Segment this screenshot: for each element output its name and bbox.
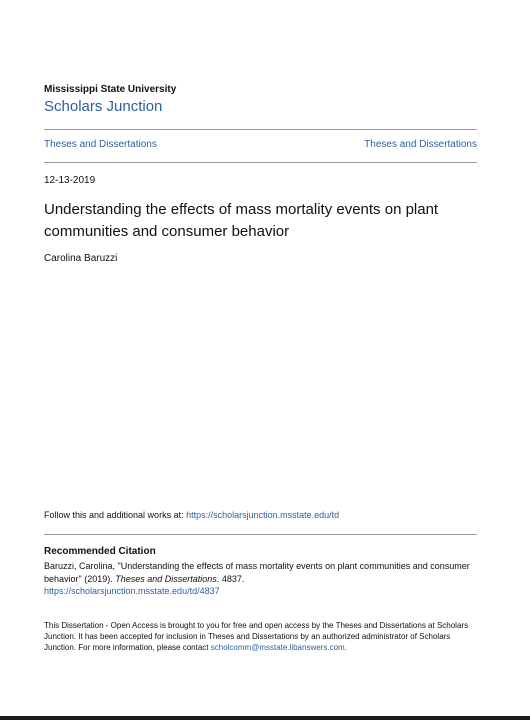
collection-link-left[interactable]: Theses and Dissertations <box>44 139 157 150</box>
follow-link[interactable]: https://scholarsjunction.msstate.edu/td <box>186 510 340 520</box>
citation-text: Baruzzi, Carolina, "Understanding the effects of mass mortality events on plant communities and consumer behavior" (2019). <box>44 561 470 584</box>
citation-number: . 4837. <box>216 573 245 584</box>
bottom-border <box>0 716 530 720</box>
contact-email-link[interactable]: scholcomm@msstate.libanswers.com <box>210 643 345 652</box>
university-name: Mississippi State University <box>44 84 177 95</box>
author-name: Carolina Baruzzi <box>44 253 118 264</box>
document-title: Understanding the effects of mass mortality events on plant communities and consumer behavior <box>44 201 439 240</box>
publication-date: 12-13-2019 <box>44 175 96 186</box>
follow-prefix: Follow this and additional works at: <box>44 510 187 520</box>
collection-link-right[interactable]: Theses and Dissertations <box>364 139 477 150</box>
repository-link[interactable]: Scholars Junction <box>44 98 163 115</box>
follow-line <box>44 510 339 520</box>
citation-heading: Recommended Citation <box>44 546 156 557</box>
citation-block <box>44 560 474 598</box>
notice-end: . <box>344 643 347 652</box>
citation-link[interactable]: https://scholarsjunction.msstate.edu/td/4837 <box>44 586 220 596</box>
access-notice <box>44 620 484 653</box>
citation-divider <box>44 534 477 535</box>
top-divider <box>44 129 477 130</box>
notice-text: This Dissertation - Open Access is brought to you for free and open access by the Theses and Dissertations at Scholars Junction. It has been accepted for inclusion in Theses and Dissertations by an authorized administrator of Scholars Junction. For more information, please contact <box>44 621 469 652</box>
citation-series: Theses and Dissertations <box>115 573 217 584</box>
nav-divider <box>44 162 477 163</box>
